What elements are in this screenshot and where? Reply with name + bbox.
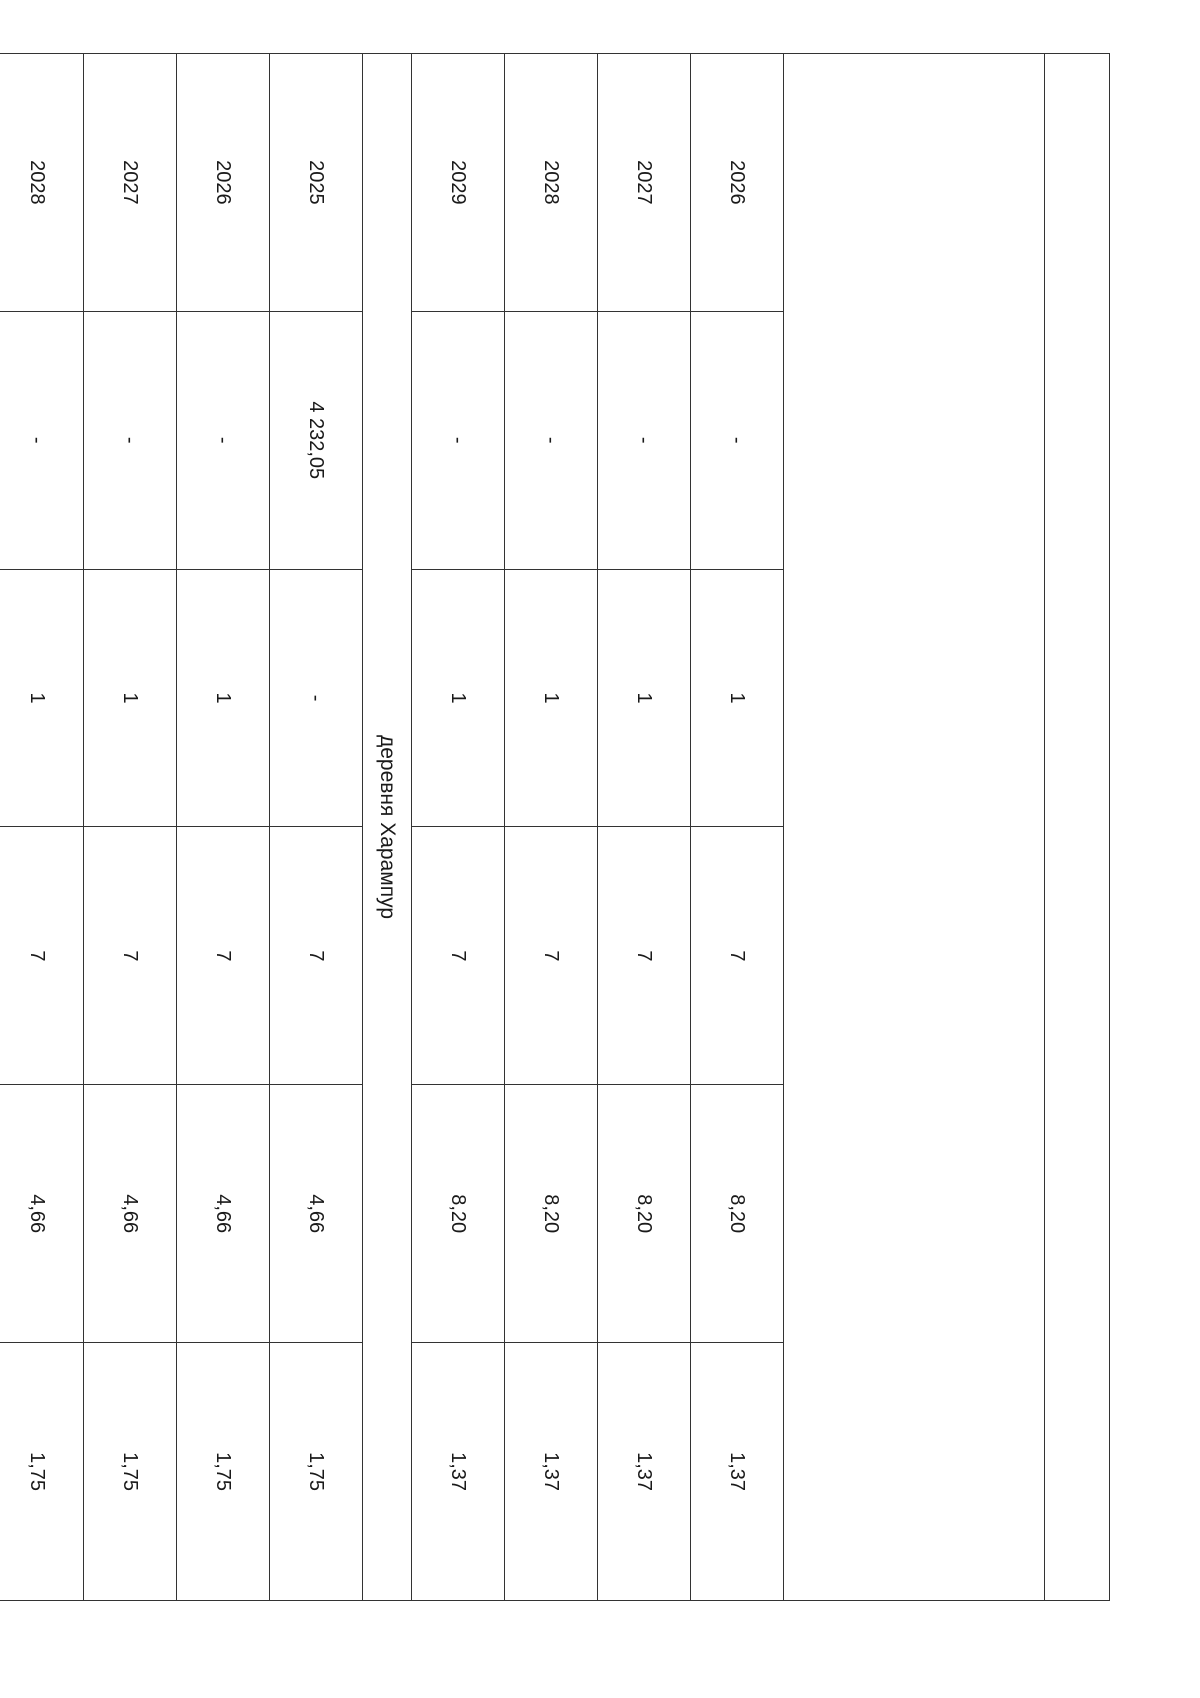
count-cell: 1 (177, 569, 270, 827)
blank-header-row (1045, 54, 1110, 1601)
year-cell: 2028 (505, 54, 598, 312)
class-cell: 7 (177, 827, 270, 1085)
count-cell: 1 (691, 569, 784, 827)
class-cell: 7 (505, 827, 598, 1085)
value-cell: - (505, 311, 598, 569)
table-row (0, 54, 84, 1601)
year-cell: 2025 (270, 54, 363, 312)
year-cell: 2029 (412, 54, 505, 312)
section-row (363, 54, 412, 1601)
coef-cell: 1,37 (505, 1343, 598, 1601)
value-cell: - (177, 311, 270, 569)
count-cell: 1 (412, 569, 505, 827)
count-cell: 1 (84, 569, 177, 827)
year-cell: 2026 (177, 54, 270, 312)
year-cell: 2027 (84, 54, 177, 312)
rate-cell: 8,20 (412, 1085, 505, 1343)
rate-cell: 8,20 (598, 1085, 691, 1343)
table-row (270, 54, 363, 1601)
rate-cell: 4,66 (0, 1085, 84, 1343)
tariff-table (0, 53, 1110, 1601)
rotated-table-page (26, 53, 1110, 1601)
coef-cell: 1,37 (598, 1343, 691, 1601)
blank-cell (1045, 54, 1110, 1601)
rate-cell: 8,20 (691, 1085, 784, 1343)
value-cell: - (0, 311, 84, 569)
class-cell: 7 (598, 827, 691, 1085)
value-cell: - (598, 311, 691, 569)
coef-cell: 1,37 (691, 1343, 784, 1601)
blank-cell (784, 54, 1045, 1601)
table-row (177, 54, 270, 1601)
table-row (412, 54, 505, 1601)
coef-cell: 1,75 (270, 1343, 363, 1601)
rate-cell: 4,66 (270, 1085, 363, 1343)
rate-cell: 4,66 (84, 1085, 177, 1343)
class-cell: 7 (412, 827, 505, 1085)
count-cell: - (270, 569, 363, 827)
class-cell: 7 (270, 827, 363, 1085)
year-cell: 2026 (691, 54, 784, 312)
table-row (84, 54, 177, 1601)
table-row (505, 54, 598, 1601)
count-cell: 1 (505, 569, 598, 827)
class-cell: 7 (691, 827, 784, 1085)
coef-cell: 1,75 (177, 1343, 270, 1601)
rate-cell: 4,66 (177, 1085, 270, 1343)
count-cell: 1 (598, 569, 691, 827)
value-cell: - (412, 311, 505, 569)
value-cell: - (691, 311, 784, 569)
year-cell: 2028 (0, 54, 84, 312)
blank-header-row (784, 54, 1045, 1601)
class-cell: 7 (0, 827, 84, 1085)
table-row (691, 54, 784, 1601)
year-cell: 2027 (598, 54, 691, 312)
section-title: деревня Харампур (363, 54, 412, 1601)
table-row (598, 54, 691, 1601)
count-cell: 1 (0, 569, 84, 827)
class-cell: 7 (84, 827, 177, 1085)
value-cell: 4 232,05 (270, 311, 363, 569)
coef-cell: 1,75 (84, 1343, 177, 1601)
coef-cell: 1,37 (412, 1343, 505, 1601)
rate-cell: 8,20 (505, 1085, 598, 1343)
coef-cell: 1,75 (0, 1343, 84, 1601)
value-cell: - (84, 311, 177, 569)
